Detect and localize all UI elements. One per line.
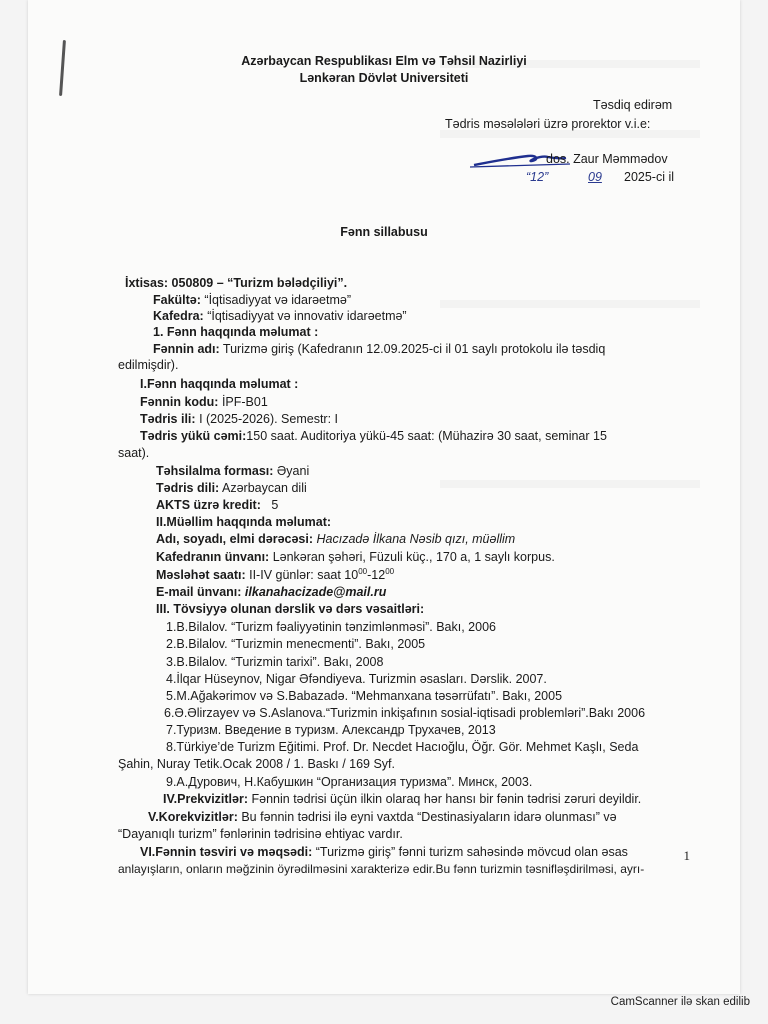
bleed-through	[440, 130, 700, 138]
bleed-through	[440, 480, 700, 488]
margin-pen-mark	[59, 40, 66, 96]
course-description-line: VI.Fənnin təsviri və məqsədi: “Turizmə giriş” fənni turizm sahəsində mövcud olan əsas	[140, 845, 628, 859]
reference-item: 3.B.Bilalov. “Turizmin tarixi”. Bakı, 2008	[166, 655, 384, 669]
reference-item: 6.Ə.Əlirzayev və S.Aslanova.“Turizmin inkişafının sosial-iqtisadi problemləri”.Bakı 2006	[164, 706, 646, 720]
university-title: Lənkəran Dövlət Universiteti	[299, 71, 469, 85]
department-line: Kafedra: “İqtisadiyyat və innovativ idarəetmə”	[153, 309, 407, 323]
workload-line: Tədris yükü cəmi:150 saat. Auditoriya yükü-45 saat: (Mühazirə 30 saat, seminar 15	[140, 429, 607, 443]
page-number: 1	[683, 848, 690, 863]
approval-line2: Tədris məsələləri üzrə prorektor v.i.e:	[445, 117, 651, 131]
reference-item: 1.B.Bilalov. “Turizm fəaliyyətinin tənzimlənməsi”. Bakı, 2006	[166, 620, 496, 634]
section-II-heading: II.Müəllim haqqında məlumat:	[156, 515, 332, 529]
approver-name: dos. Zaur Məmmədov	[546, 152, 668, 166]
corequisites-cont: “Dayanıqlı turizm” fənlərinin tədrisinə ehtiyac vardır.	[118, 827, 403, 841]
approval-month: 09	[588, 170, 602, 184]
section-III-heading: III. Tövsiyyə olunan dərslik və dərs vəsaitləri:	[156, 602, 425, 616]
prerequisites-line: IV.Prekvizitlər: Fənnin tədrisi üçün ilkin olaraq hər hansı bir fənin tədrisi zəruri deyildir.	[163, 792, 642, 806]
reference-item: 8.Türkiye’de Turizm Eğitimi. Prof. Dr. Necdet Hacıoğlu, Öğr. Gör. Mehmet Kaşlı, Seda	[166, 740, 639, 754]
reference-item: 5.M.Ağakərimov və S.Babazadə. “Mehmanxana təsərrüfatı”. Bakı, 2005	[166, 689, 563, 703]
reference-item-cont: Şahin, Nuray Tetik.Ocak 2008 / 1. Baskı / 169 Syf.	[118, 757, 395, 771]
language-line: Tədris dili: Azərbaycan dili	[156, 481, 307, 495]
course-description-cont: anlayışların, onların məğzinin öyrədilməsini xarakterizə edir.Bu fənn turizmin təsnifləşdirilməsi, ayrı-	[118, 862, 645, 876]
section-1-heading: 1. Fənn haqqında məlumat :	[153, 325, 319, 339]
document-title: Fənn sillabusu	[340, 225, 428, 239]
email-link[interactable]: ilkanahacizade@mail.ru	[244, 585, 387, 599]
bleed-through	[440, 300, 700, 308]
course-name-line: Fənnin adı: Turizmə giriş (Kafedranın 12.09.2025-ci il 01 saylı protokolu ilə təsdiq	[153, 342, 606, 356]
approval-day: “12”	[526, 170, 549, 184]
academic-year-line: Tədris ili: I (2025-2026). Semestr: I	[140, 412, 339, 426]
email-line: E-mail ünvanı: ilkanahacizade@mail.ru	[156, 585, 387, 599]
teacher-name-line: Adı, soyadı, elmi dərəcəsi: Hacızadə İlkana Nəsib qızı, müəllim	[156, 532, 516, 546]
study-form-line: Təhsilalma forması: Əyani	[156, 464, 310, 478]
specialty-line: İxtisas: 050809 – “Turizm bələdçiliyi”.	[125, 276, 348, 290]
section-I-heading: I.Fənn haqqında məlumat :	[140, 377, 299, 391]
reference-item: 4.İlqar Hüseynov, Nigar Əfəndiyeva. Turizmin əsasları. Dərslik. 2007.	[166, 672, 547, 686]
consultation-hours-line: Məsləhət saatı: II-IV günlər: saat $10^{00}-12^{00}$	[156, 567, 395, 583]
reference-item: 2.B.Bilalov. “Turizmin menecmenti”. Bakı, 2005	[166, 637, 426, 651]
department-address-line: Kafedranın ünvanı: Lənkəran şəhəri, Füzuli küç., 170 a, 1 saylı korpus.	[156, 550, 555, 564]
document-page	[28, 0, 740, 994]
corequisites-line: V.Korekvizitlər: Bu fənnin tədrisi ilə eyni vaxtda “Destinasiyaların idarə olunması” və	[148, 810, 617, 824]
reference-item: 7.Туризм. Введение в туризм. Александр Трухачев, 2013	[166, 723, 496, 737]
ministry-title: Azərbaycan Respublikası Elm və Təhsil Nazirliyi	[241, 54, 527, 68]
course-name-cont: edilmişdir).	[118, 358, 179, 372]
credit-line: AKTS üzrə kredit: 5	[156, 498, 279, 512]
approval-line1: Təsdiq edirəm	[593, 98, 673, 112]
workload-cont: saat).	[118, 446, 150, 460]
scanner-watermark: CamScanner ilə skan edilib	[610, 996, 750, 1008]
faculty-line: Fakültə: “İqtisadiyyat və idarəetmə”	[153, 293, 352, 307]
approval-year: 2025-ci il	[624, 170, 675, 184]
course-code-line: Fənnin kodu: İPF-B01	[140, 395, 268, 409]
reference-item: 9.А.Дурович, Н.Кабушкин “Организация туризма”. Минск, 2003.	[166, 775, 533, 789]
